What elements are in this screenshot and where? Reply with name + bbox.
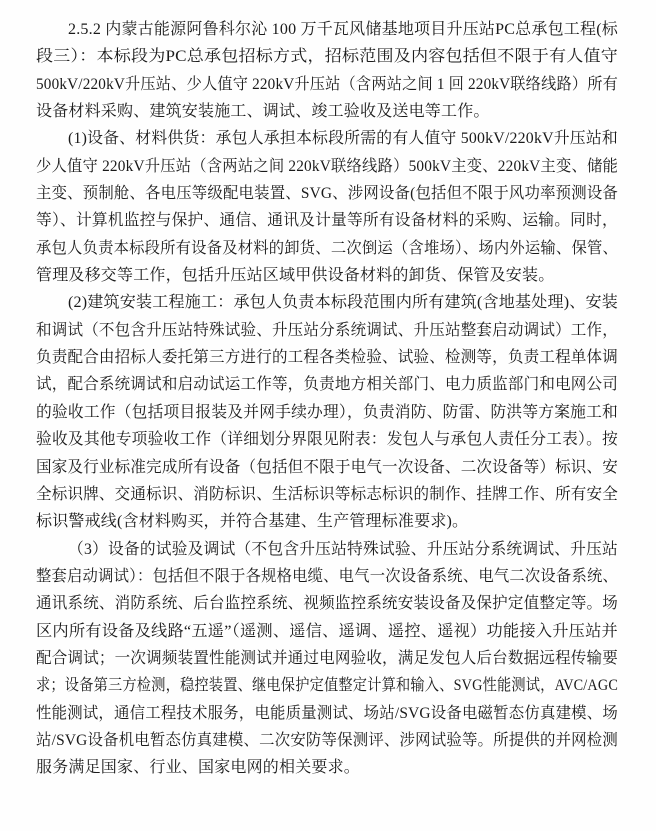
text-line: [36, 235, 618, 262]
text-line-content: 主变、预制舱、各电压等级配电装置、SVG、涉网设备(包括但不限于风功率预测设备: [36, 185, 618, 203]
text-line-content: 性能测试，通信工程技术服务，电能质量测试、场站/SVG设备电磁暂态仿真建模、场: [36, 704, 618, 722]
text-line: [36, 289, 618, 316]
text-line-content: 承包人负责本标段所有设备及材料的卸货、二次倒运（含堆场）、场内外运输、保管、: [36, 239, 618, 257]
text-line-content: 站/SVG设备机电暂态仿真建模、二次安防等保测评、涉网试验等。所提供的并网检测: [36, 731, 618, 749]
text-line-content: 试，配合系统调试和启动试运工作等，负责地方相关部门、电力质监部门和电网公司: [36, 376, 618, 394]
text-line-content: (2)建筑安装工程施工：承包人负责本标段范围内所有建筑(含地基处理)、安装: [68, 294, 618, 312]
text-line-content: 的验收工作（包括项目报装及并网手续办理），负责消防、防雷、防洪等方案施工和: [36, 403, 618, 421]
text-line-content: （3）设备的试验及调试（不包含升压站特殊试验、升压站分系统调试、升压站: [68, 540, 618, 558]
text-line-content: 500kV/220kV升压站、少人值守 220kV升压站（含两站之间 1 回 220kV联络线路）所有: [36, 75, 618, 93]
text-line: [36, 590, 618, 617]
text-line-content: 求；设备第三方检测，稳控装置、继电保护定值整定计算和输入、SVG性能测试，AVC/AGC: [36, 677, 618, 695]
text-line: [36, 700, 618, 727]
text-line: [36, 399, 618, 426]
text-line: [36, 727, 618, 754]
text-line: [36, 344, 618, 371]
text-line: [36, 180, 618, 207]
text-line: [36, 98, 618, 125]
text-line: [36, 672, 618, 699]
text-line-content: 2.5.2 内蒙古能源阿鲁科尔沁 100 万千瓦风储基地项目升压站PC总承包工程(标: [68, 21, 618, 38]
text-line-content: 标识警戒线(含材料购买，并符合基建、生产管理标准要求)。: [36, 513, 469, 531]
text-line: [36, 426, 618, 453]
text-line-content: 验收及其他专项验收工作（详细划分界限见附表：发包人与承包人责任分工表）。按: [36, 431, 618, 449]
text-line-content: 区内所有设备及线路“五遥”（遥测、遥信、遥调、遥控、遥视）功能接入升压站并: [36, 622, 618, 640]
document-body: [36, 16, 618, 782]
text-line: [36, 618, 618, 645]
text-line-content: 通讯系统、消防系统、后台监控系统、视频监控系统安装设备及保护定值整定等。场: [36, 595, 618, 613]
paragraph: [36, 536, 618, 782]
paragraph: [36, 289, 618, 535]
text-line: [36, 317, 618, 344]
text-line: [36, 754, 618, 781]
paragraph: [36, 125, 618, 289]
text-line-content: 段三）：本标段为PC总承包招标方式，招标范围及内容包括但不限于有人值守: [36, 48, 618, 66]
text-line-content: 国家及行业标准完成所有设备（包括但不限于电气一次设备、二次设备等）标识、安: [36, 458, 618, 476]
text-line: [36, 207, 618, 234]
text-line-content: 整套启动调试）：包括但不限于各规格电缆、电气一次设备系统、电气二次设备系统、: [36, 567, 618, 585]
text-line-content: 服务满足国家、行业、国家电网的相关要求。: [36, 759, 361, 777]
text-line-content: 负责配合由招标人委托第三方进行的工程各类检验、试验、检测等，负责工程单体调: [36, 349, 618, 367]
text-line-content: 和调试（不包含升压站特殊试验、升压站分系统调试、升压站整套启动调试）工作，: [36, 321, 618, 339]
text-line: [36, 536, 618, 563]
text-line-content: 设备材料采购、建筑安装施工、调试、竣工验收及送电等工作。: [36, 103, 490, 121]
text-line-content: 配合调试；一次调频装置性能测试并通过电网验收，满足发包人后台数据远程传输要: [36, 649, 618, 667]
text-line: [36, 125, 618, 152]
text-line: [36, 563, 618, 590]
text-line: [36, 71, 618, 98]
text-line: [36, 454, 618, 481]
text-line-content: (1)设备、材料供货：承包人承担本标段所需的有人值守 500kV/220kV升压站和: [68, 130, 618, 148]
text-line: [36, 645, 618, 672]
text-line-content: 管理及移交等工作，包括升压站区域甲供设备材料的卸货、保管及安装。: [36, 267, 555, 285]
text-line: [36, 371, 618, 398]
text-line-content: 全标识牌、交通标识、消防标识、生活标识等标志标识的制作、挂牌工作、所有安全: [36, 485, 618, 503]
text-line: [36, 508, 618, 535]
text-line: [36, 262, 618, 289]
text-line-content: 等）、计算机监控与保护、通信、通讯及计量等所有设备材料的采购、运输。同时，: [36, 212, 618, 230]
text-line: [36, 16, 618, 43]
paragraph: [36, 16, 618, 125]
text-line: [36, 43, 618, 70]
text-line: [36, 481, 618, 508]
text-line: [36, 153, 618, 180]
text-line-content: 少人值守 220kV升压站（含两站之间 220kV联络线路）500kV主变、220kV主变、储能: [36, 157, 618, 175]
